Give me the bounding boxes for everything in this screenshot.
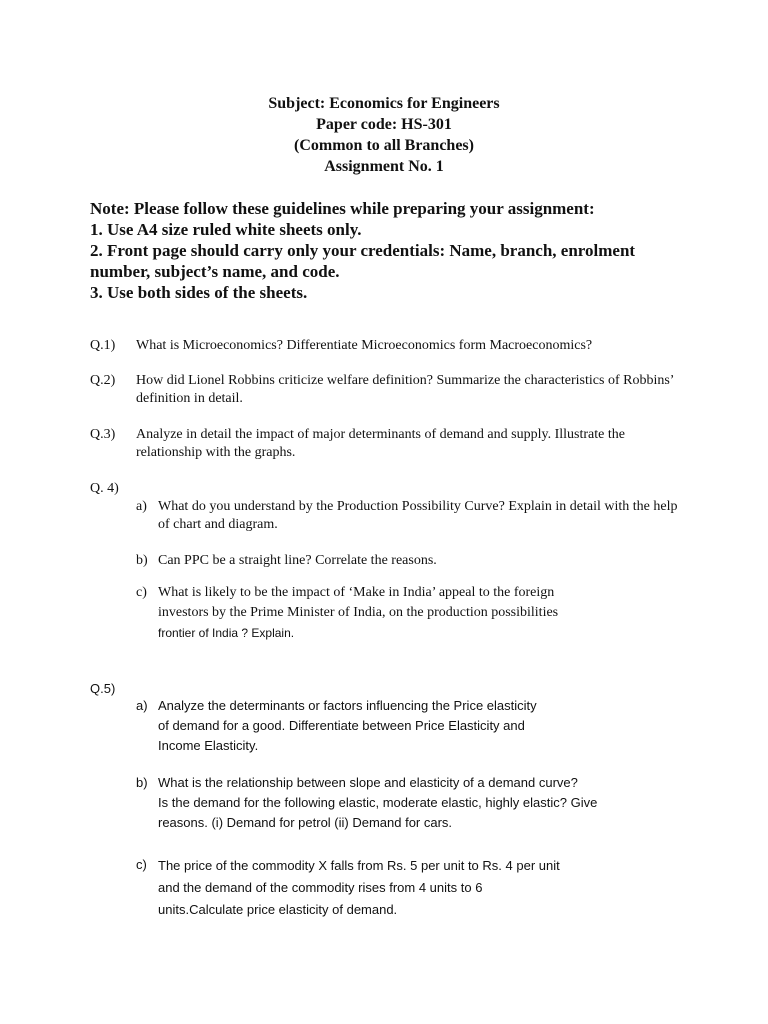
subpart-line: What is likely to be the impact of ‘Make in India’ appeal to the foreign [158, 585, 555, 600]
question-label: Q. 4) [90, 481, 119, 496]
question-label: Q.2) [90, 373, 116, 388]
subpart-line: Analyze the determinants or factors influencing the Price elasticity [158, 698, 537, 713]
subpart-text [158, 583, 688, 643]
subpart-marker: c) [136, 857, 147, 872]
document-header [0, 93, 768, 177]
guidelines-note [90, 198, 690, 303]
subpart-line: and the demand of the commodity rises from 4 units to 6 [158, 880, 483, 895]
subpart-text [158, 773, 688, 833]
subpart-text: What do you understand by the Production Possibility Curve? Explain in detail with the help of chart and diagram. [158, 499, 678, 532]
subpart-text [158, 696, 688, 756]
subpart-line: The price of the commodity X falls from Rs. 5 per unit to Rs. 4 per unit [158, 858, 560, 873]
subpart-line: What is the relationship between slope and elasticity of a demand curve? [158, 775, 578, 790]
subpart-line: Is the demand for the following elastic, moderate elastic, highly elastic? Give [158, 795, 598, 810]
branches-note: (Common to all Branches) [294, 137, 474, 154]
subject-title: Subject: Economics for Engineers [268, 95, 500, 112]
subpart-marker: c) [136, 585, 147, 600]
question-label: Q.1) [90, 338, 116, 353]
subpart-marker: b) [136, 775, 148, 790]
subpart-marker: a) [136, 698, 148, 713]
subpart-line: units.Calculate price elasticity of demand. [158, 902, 398, 917]
subpart-marker: b) [136, 553, 148, 568]
subpart-line: Income Elasticity. [158, 738, 259, 753]
note-item: 2. Front page should carry only your credentials: Name, branch, enrolment number, subject’s name, and code. [90, 241, 636, 281]
subpart-line: of demand for a good. Differentiate between Price Elasticity and [158, 718, 525, 733]
assignment-number: Assignment No. 1 [324, 158, 444, 175]
note-item: 3. Use both sides of the sheets. [90, 283, 308, 302]
paper-code: Paper code: HS-301 [316, 116, 452, 133]
note-item: 1. Use A4 size ruled white sheets only. [90, 220, 362, 239]
subpart-marker: a) [136, 499, 147, 514]
subpart-line: investors by the Prime Minister of India, on the production possibilities [158, 605, 559, 620]
question-label: Q.3) [90, 427, 116, 442]
subpart-text: Can PPC be a straight line? Correlate the reasons. [158, 553, 437, 568]
question-text: Analyze in detail the impact of major determinants of demand and supply. Illustrate the relationship with the graphs. [136, 427, 625, 460]
question-text: How did Lionel Robbins criticize welfare definition? Summarize the characteristics of Robbins’ definition in detail. [136, 373, 674, 406]
note-intro: Note: Please follow these guidelines while preparing your assignment: [90, 199, 595, 218]
subpart-line: reasons. (i) Demand for petrol (ii) Demand for cars. [158, 815, 453, 830]
question-text: What is Microeconomics? Differentiate Microeconomics form Macroeconomics? [136, 338, 593, 353]
subpart-line: frontier of India ? Explain. [158, 626, 295, 640]
question-label: Q.5) [90, 681, 116, 696]
subpart-text [158, 855, 688, 921]
